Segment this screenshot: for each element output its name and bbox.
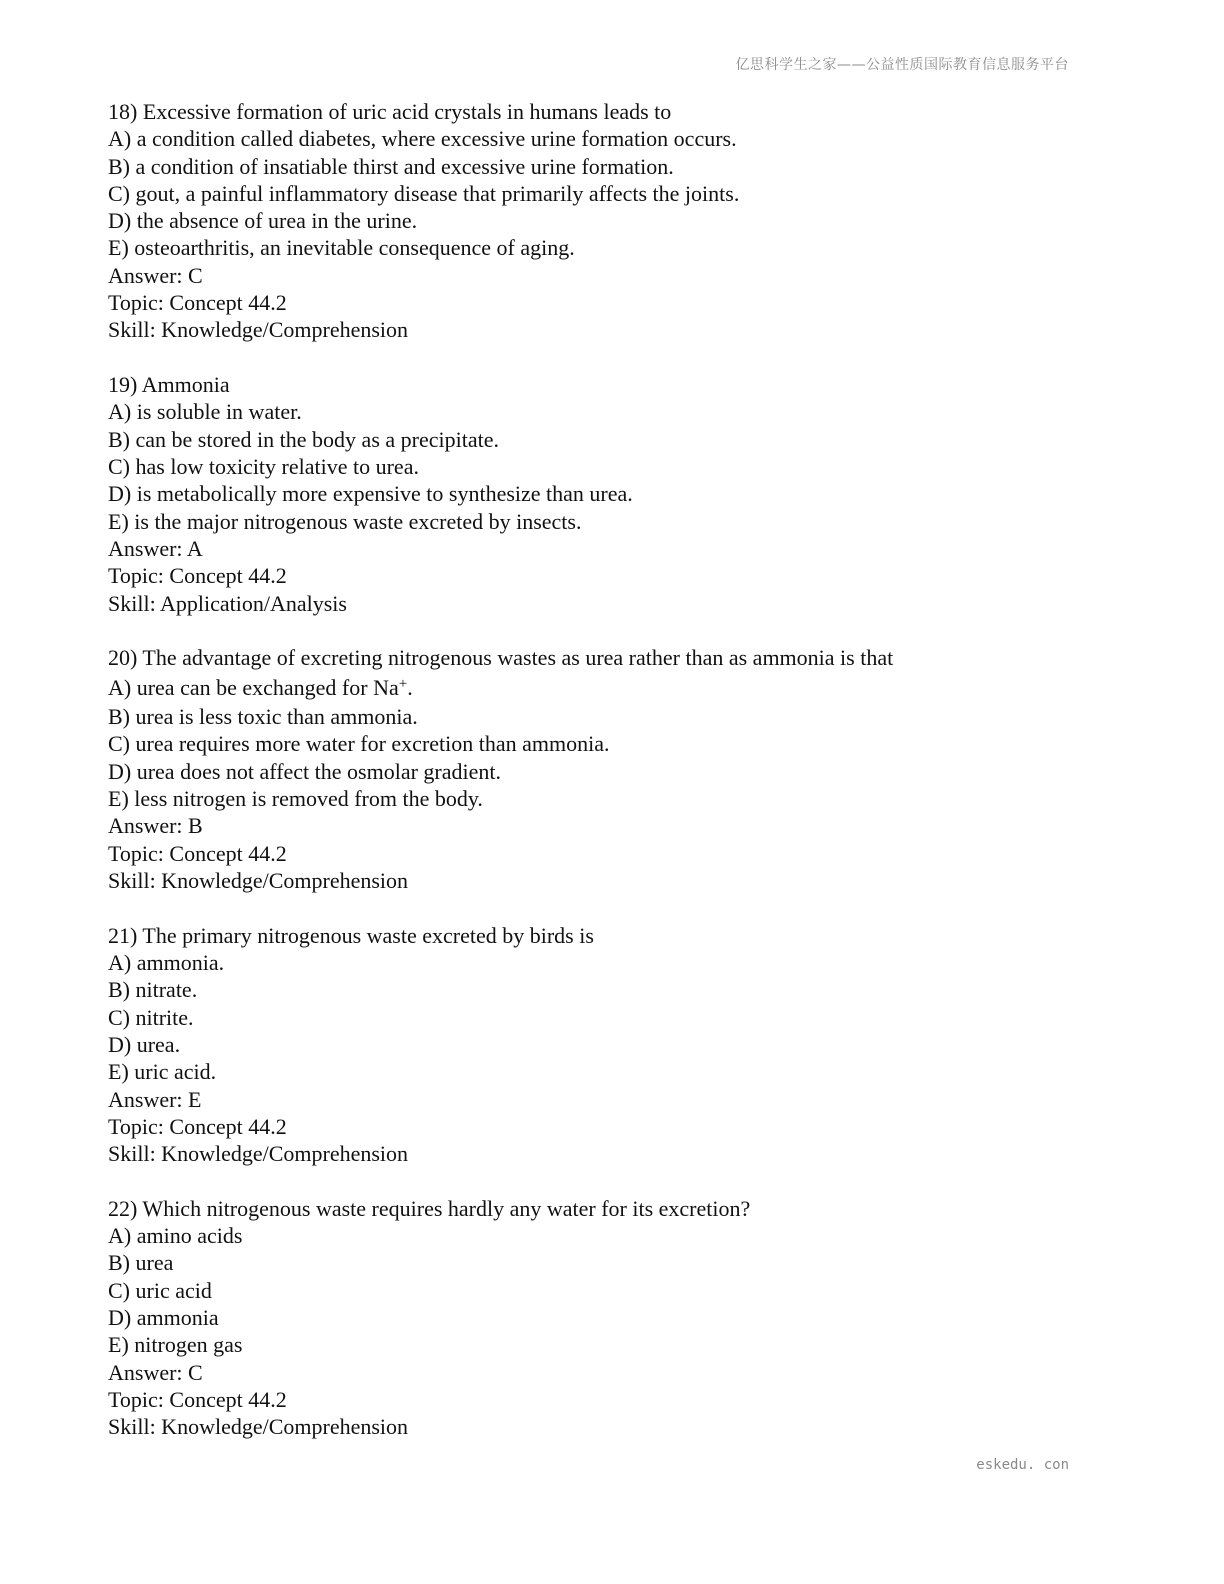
topic-line: Topic: Concept 44.2: [108, 1113, 287, 1139]
option-e: E) less nitrogen is removed from the body.: [108, 786, 483, 812]
option-c: C) urea requires more water for excretion than ammonia.: [108, 731, 610, 757]
option-a: A) a condition called diabetes, where excessive urine formation occurs.: [108, 126, 737, 152]
option-d: D) is metabolically more expensive to synthesize than urea.: [108, 481, 633, 507]
option-a: A) amino acids: [108, 1223, 243, 1249]
question-20: [108, 644, 1108, 894]
option-a: A) ammonia.: [108, 950, 225, 976]
question-stem: 21) The primary nitrogenous waste excreted by birds is: [108, 922, 594, 948]
topic-line: Topic: Concept 44.2: [108, 1386, 287, 1412]
option-a: A) is soluble in water.: [108, 399, 302, 425]
option-b: B) urea: [108, 1250, 174, 1276]
topic-line: Topic: Concept 44.2: [108, 290, 287, 316]
option-b: B) nitrate.: [108, 977, 198, 1003]
question-stem: 18) Excessive formation of uric acid crystals in humans leads to: [108, 99, 672, 124]
option-a: [108, 672, 1108, 704]
page-footer: eskedu. con: [976, 1457, 1069, 1473]
option-d: D) urea.: [108, 1031, 181, 1057]
answer-line: Answer: E: [108, 1086, 202, 1112]
question-21: [108, 922, 1108, 1168]
page-header: 亿思科学生之家——公益性质国际教育信息服务平台: [735, 57, 1069, 73]
option-a-text: A) urea can be exchanged for Na: [108, 674, 399, 700]
skill-line: Skill: Application/Analysis: [108, 590, 347, 616]
option-c: C) has low toxicity relative to urea.: [108, 454, 419, 480]
skill-line: Skill: Knowledge/Comprehension: [108, 1141, 409, 1167]
option-d: D) ammonia: [108, 1305, 219, 1331]
option-a-end: .: [407, 674, 413, 700]
question-stem: 22) Which nitrogenous waste requires hardly any water for its excretion?: [108, 1195, 751, 1221]
option-e: E) nitrogen gas: [108, 1332, 243, 1358]
option-b: B) can be stored in the body as a precipitate.: [108, 426, 499, 452]
question-list: [108, 98, 1108, 1468]
skill-line: Skill: Knowledge/Comprehension: [108, 317, 409, 343]
topic-line: Topic: Concept 44.2: [108, 840, 287, 866]
option-e: E) is the major nitrogenous waste excreted by insects.: [108, 508, 582, 534]
option-c: C) uric acid: [108, 1277, 212, 1303]
question-stem: 19) Ammonia: [108, 372, 230, 398]
answer-line: Answer: C: [108, 1359, 203, 1385]
option-e: E) uric acid.: [108, 1059, 217, 1085]
option-c: C) gout, a painful inflammatory disease that primarily affects the joints.: [108, 180, 740, 206]
answer-line: Answer: B: [108, 813, 203, 839]
option-d: D) urea does not affect the osmolar gradient.: [108, 758, 502, 784]
skill-line: Skill: Knowledge/Comprehension: [108, 1414, 409, 1440]
question-18: [108, 98, 1108, 344]
question-19: [108, 371, 1108, 617]
topic-line: Topic: Concept 44.2: [108, 563, 287, 589]
question-22: [108, 1195, 1108, 1441]
answer-line: Answer: C: [108, 262, 203, 288]
option-b: B) urea is less toxic than ammonia.: [108, 704, 418, 730]
question-stem: 20) The advantage of excreting nitrogenous wastes as urea rather than as ammonia is that: [108, 645, 894, 671]
superscript-plus: +: [398, 675, 408, 692]
answer-line: Answer: A: [108, 535, 203, 561]
option-e: E) osteoarthritis, an inevitable consequence of aging.: [108, 235, 575, 261]
option-d: D) the absence of urea in the urine.: [108, 208, 418, 234]
option-b: B) a condition of insatiable thirst and excessive urine formation.: [108, 153, 674, 179]
skill-line: Skill: Knowledge/Comprehension: [108, 867, 409, 893]
option-c: C) nitrite.: [108, 1004, 194, 1030]
